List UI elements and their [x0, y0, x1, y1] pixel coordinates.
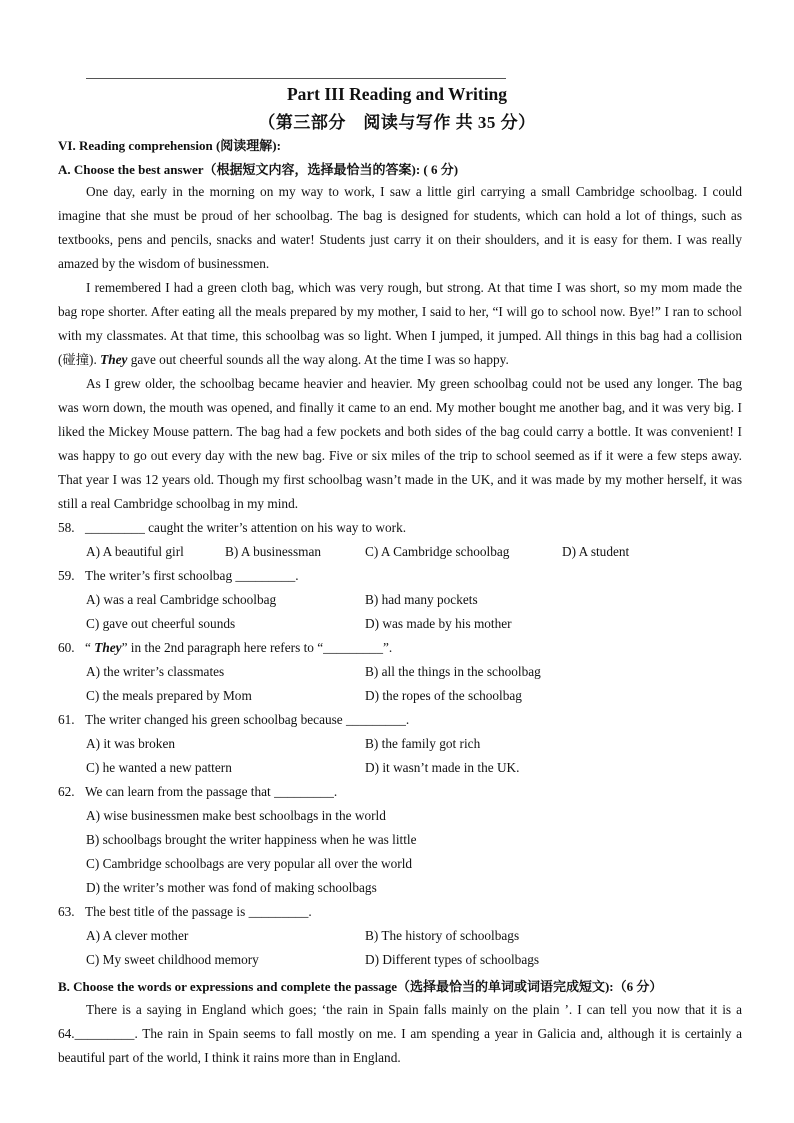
paragraph-2-they: They: [100, 352, 128, 367]
option-63-a: A) A clever mother: [86, 928, 189, 943]
option-60-d: D) the ropes of the schoolbag: [365, 688, 522, 703]
option-58-a: A) A beautiful girl: [86, 544, 184, 559]
option-61-a: A) it was broken: [86, 736, 175, 751]
passage-a-paragraph-2: [58, 276, 742, 372]
option-60-a: A) the writer’s classmates: [86, 664, 225, 679]
option-63-b: B) The history of schoolbags: [365, 928, 520, 943]
passage-b-paragraph-1: There is a saying in England which goes; ‘the rain in Spain falls mainly on the plain ’. I can tell you now that it is a 64._________. The rain in Spain seems to fall mostly on me. I am spending a year in Galicia and, although it is certainly a beautiful part of the world, I think it rains more than in England.: [58, 1002, 742, 1065]
header-rule: [86, 78, 506, 79]
question-58: 58. _________ caught the writer’s attention on his way to work.: [58, 520, 407, 535]
option-60-c: C) the meals prepared by Mom: [86, 688, 252, 703]
option-58-b: B) A businessman: [225, 544, 322, 559]
option-58-d: D) A student: [562, 544, 630, 559]
option-61-d: D) it wasn’t made in the UK.: [365, 760, 520, 775]
option-62-b: B) schoolbags brought the writer happiness when he was little: [86, 832, 417, 847]
option-62-a: A) wise businessmen make best schoolbags in the world: [86, 808, 386, 823]
part-subtitle: （第三部分 阅读与写作 共 35 分）: [258, 113, 536, 132]
option-60-b: B) all the things in the schoolbag: [365, 664, 541, 679]
section-vi-heading: VI. Reading comprehension (阅读理解):: [58, 138, 281, 153]
option-59-a: A) was a real Cambridge schoolbag: [86, 592, 277, 607]
passage-a-paragraph-3: As I grew older, the schoolbag became heavier and heavier. My green schoolbag could not be used any longer. The bag was worn down, the mouth was opened, and finally it came to an end. My mother bought me another bag, and it was very big. I liked the Mickey Mouse pattern. The bag had a few pockets and both sides of the bag could carry a bottle. It was convenient! I was happy to go out every day with the new bag. Five or six miles of the trip to school seemed as if it were a few steps away. That year I was 12 years old. Though my first schoolbag wasn’t made in the UK, and it was made by my mother herself, it was still a real Cambridge schoolbag in my mind.: [58, 376, 742, 511]
option-61-b: B) the family got rich: [365, 736, 481, 751]
option-61-c: C) he wanted a new pattern: [86, 760, 232, 775]
option-63-c: C) My sweet childhood memory: [86, 952, 259, 967]
passage-a-paragraph-1: One day, early in the morning on my way to work, I saw a little girl carrying a small Cambridge schoolbag. I could imagine that she must be proud of her schoolbag. The bag is designed for students, which can hold a lot of things, such as textbooks, pens and pencils, snacks and water! Students just carry it on their shoulders, and it is easy for them. I was really amazed by the wisdom of businessmen.: [58, 184, 742, 271]
option-62-c: C) Cambridge schoolbags are very popular all over the world: [86, 856, 413, 871]
question-60: 60. “ They” in the 2nd paragraph here refers to “_________”.: [58, 640, 393, 655]
paragraph-2-text-b: gave out cheerful sounds all the way along. At the time I was so happy.: [127, 352, 509, 367]
question-63: 63. The best title of the passage is _________.: [58, 904, 312, 919]
question-59: 59. The writer’s first schoolbag _________.: [58, 568, 299, 583]
option-59-b: B) had many pockets: [365, 592, 478, 607]
part-title: Part III Reading and Writing: [286, 84, 508, 104]
section-a-heading: A. Choose the best answer（根据短文内容，选择最恰当的答案): ( 6 分): [58, 162, 459, 177]
paragraph-2-text-a: I remembered I had a green cloth bag, which was very rough, but strong. At that time I was short, so my mom made the bag rope shorter. After eating all the meals prepared by my mother, I said to her, “I will go to school now. Bye!” I ran to school with my classmates. At that time, this schoolbag was so light. When I jumped, it jumped. All things in this bag had a collision (碰撞).: [58, 280, 742, 367]
option-63-d: D) Different types of schoolbags: [365, 952, 540, 967]
option-59-c: C) gave out cheerful sounds: [86, 616, 236, 631]
option-58-c: C) A Cambridge schoolbag: [365, 544, 510, 559]
question-61: 61. The writer changed his green schoolbag because _________.: [58, 712, 410, 727]
option-59-d: D) was made by his mother: [365, 616, 512, 631]
option-62-d: D) the writer’s mother was fond of making schoolbags: [86, 880, 377, 895]
question-62: 62. We can learn from the passage that _________.: [58, 784, 338, 799]
section-b-heading: B. Choose the words or expressions and complete the passage（选择最恰当的单词或词语完成短文):（6 分）: [58, 979, 663, 994]
